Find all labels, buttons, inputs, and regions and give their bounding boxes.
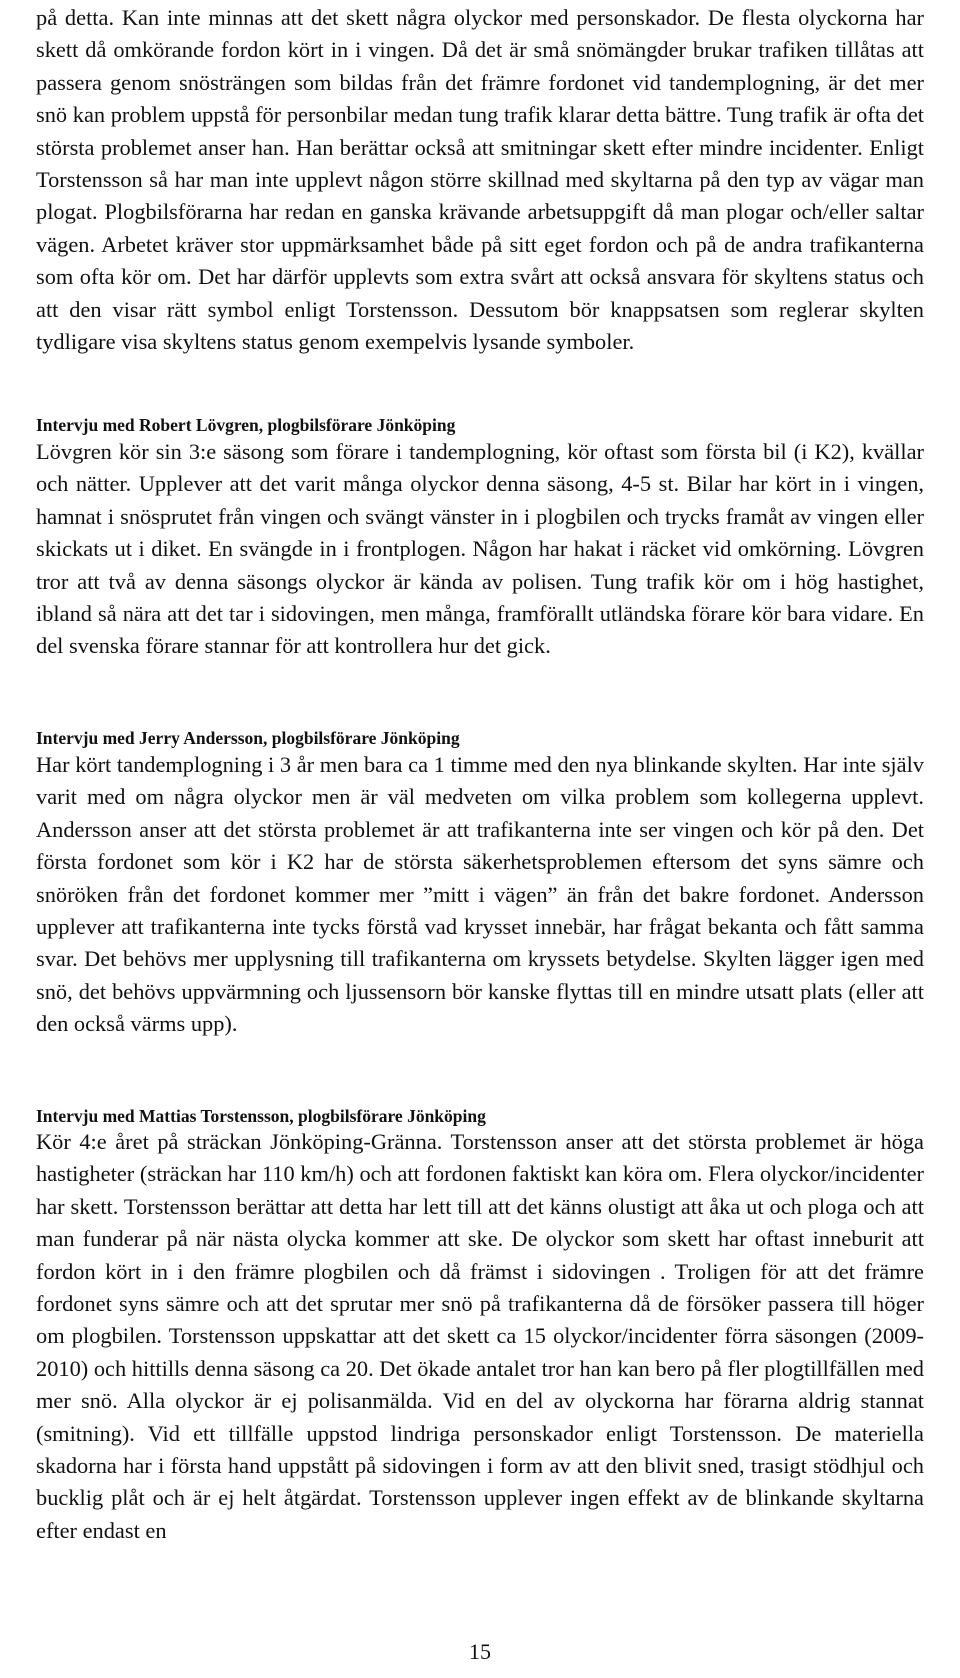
section-heading-andersson: Intervju med Jerry Andersson, plogbilsförare Jönköping: [36, 728, 460, 748]
section-heading-torstensson: Intervju med Mattias Torstensson, plogbilsförare Jönköping: [36, 1106, 486, 1126]
section-paragraph-andersson: Har kört tandemplogning i 3 år men bara ca 1 timme med den nya blinkande skylten. Har inte själv varit med om några olyckor men är väl medveten om vilka problem som kollegerna upplevt. Andersson anser att det största problemet är att trafikanterna inte ser vingen och kör på den. Det första fordonet som kör i K2 har de största säkerhetsproblemen eftersom det syns sämre och snöröken från det fordonet kommer mer ”mitt i vägen” än från det bakre fordonet. Andersson upplever att trafikanterna inte tycks förstå vad krysset innebär, har frågat bekanta och fått samma svar. Det behövs mer upplysning till trafikanterna om kryssets betydelse. Skylten lägger igen med snö, det behövs uppvärmning och ljussensorn bör kanske flyttas till en mindre utsatt plats (eller att den också värms upp).: [36, 752, 924, 1037]
section-paragraph-torstensson: Kör 4:e året på sträckan Jönköping-Gränna. Torstensson anser att det största problemet är höga hastigheter (sträckan har 110 km/h) och att fordonen faktiskt kan köra om. Flera olyckor/incidenter har skett. Torstensson berättar att detta har lett till att det känns olustigt att åka ut och ploga och att man funderar på när nästa olycka kommer att ske. De olyckor som skett har oftast inneburit att fordon kört in i den främre plogbilen och då främst i sidovingen . Troligen för att det främre fordonet syns sämre och att det sprutar mer snö på trafikanterna då de försöker passera till höger om plogbilen. Torstensson uppskattar att det skett ca 15 olyckor/incidenter förra säsongen (2009-2010) och hittills denna säsong ca 20. Det ökade antalet tror han kan bero på fler plogtillfällen med mer snö. Alla olyckor är ej polisanmälda. Vid en del av olyckorna har förarna aldrig stannat (smitning). Vid ett tillfälle uppstod lindriga personskador enligt Torstensson. De materiella skadorna har i första hand uppstått på sidovingen i form av att den blivit sned, trasigt stödhjul och bucklig plåt och är ej helt åtgärdat. Torstensson upplever ingen effekt av de blinkande skyltarna efter endast en: [36, 1129, 924, 1543]
page-number: 15: [469, 1639, 491, 1664]
section-paragraph-lovgren: Lövgren kör sin 3:e säsong som förare i tandemplogning, kör oftast som första bil (i K2), kvällar och nätter. Upplever att det varit många olyckor denna säsong, 4-5 st. Bilar har kört in i vingen, hamnat i snösprutet från vingen och svängt vänster in i plogbilen och trycks framåt av vingen eller skickats ut i diket. En svängde in i frontplogen. Någon har hakat i räcket vid omkörning. Lövgren tror att två av denna säsongs olyckor är kända av polisen. Tung trafik kör om i hög hastighet, ibland så nära att det tar i sidovingen, men många, framförallt utländska förare kör bara vidare. En del svenska förare stannar för att kontrollera hur det gick.: [36, 439, 924, 659]
intro-paragraph: på detta. Kan inte minnas att det skett några olyckor med personskador. De flesta olyckorna har skett då omkörande fordon kört in i vingen. Då det är små snömängder brukar trafiken tillåtas att passera genom snösträngen som bildas från det främre fordonet vid tandemplogning, är det mer snö kan problem uppstå för personbilar medan tung trafik klarar detta bättre. Tung trafik är ofta det största problemet anser han. Han berättar också att smitningar skett efter mindre incidenter. Enligt Torstensson så har man inte upplevt någon större skillnad med skyltarna på den typ av vägar man plogat. Plogbilsförarna har redan en ganska krävande arbetsuppgift då man plogar och/eller saltar vägen. Arbetet kräver stor uppmärksamhet både på sitt eget fordon och på de andra trafikanterna som ofta kör om. Det har därför upplevts som extra svårt att också ansvara för skyltens status och att den visar rätt symbol enligt Torstensson. Dessutom bör knappsatsen som reglerar skylten tydligare visa skyltens status genom exempelvis lysande symboler.: [36, 5, 924, 355]
section-heading-lovgren: Intervju med Robert Lövgren, plogbilsförare Jönköping: [36, 415, 456, 435]
